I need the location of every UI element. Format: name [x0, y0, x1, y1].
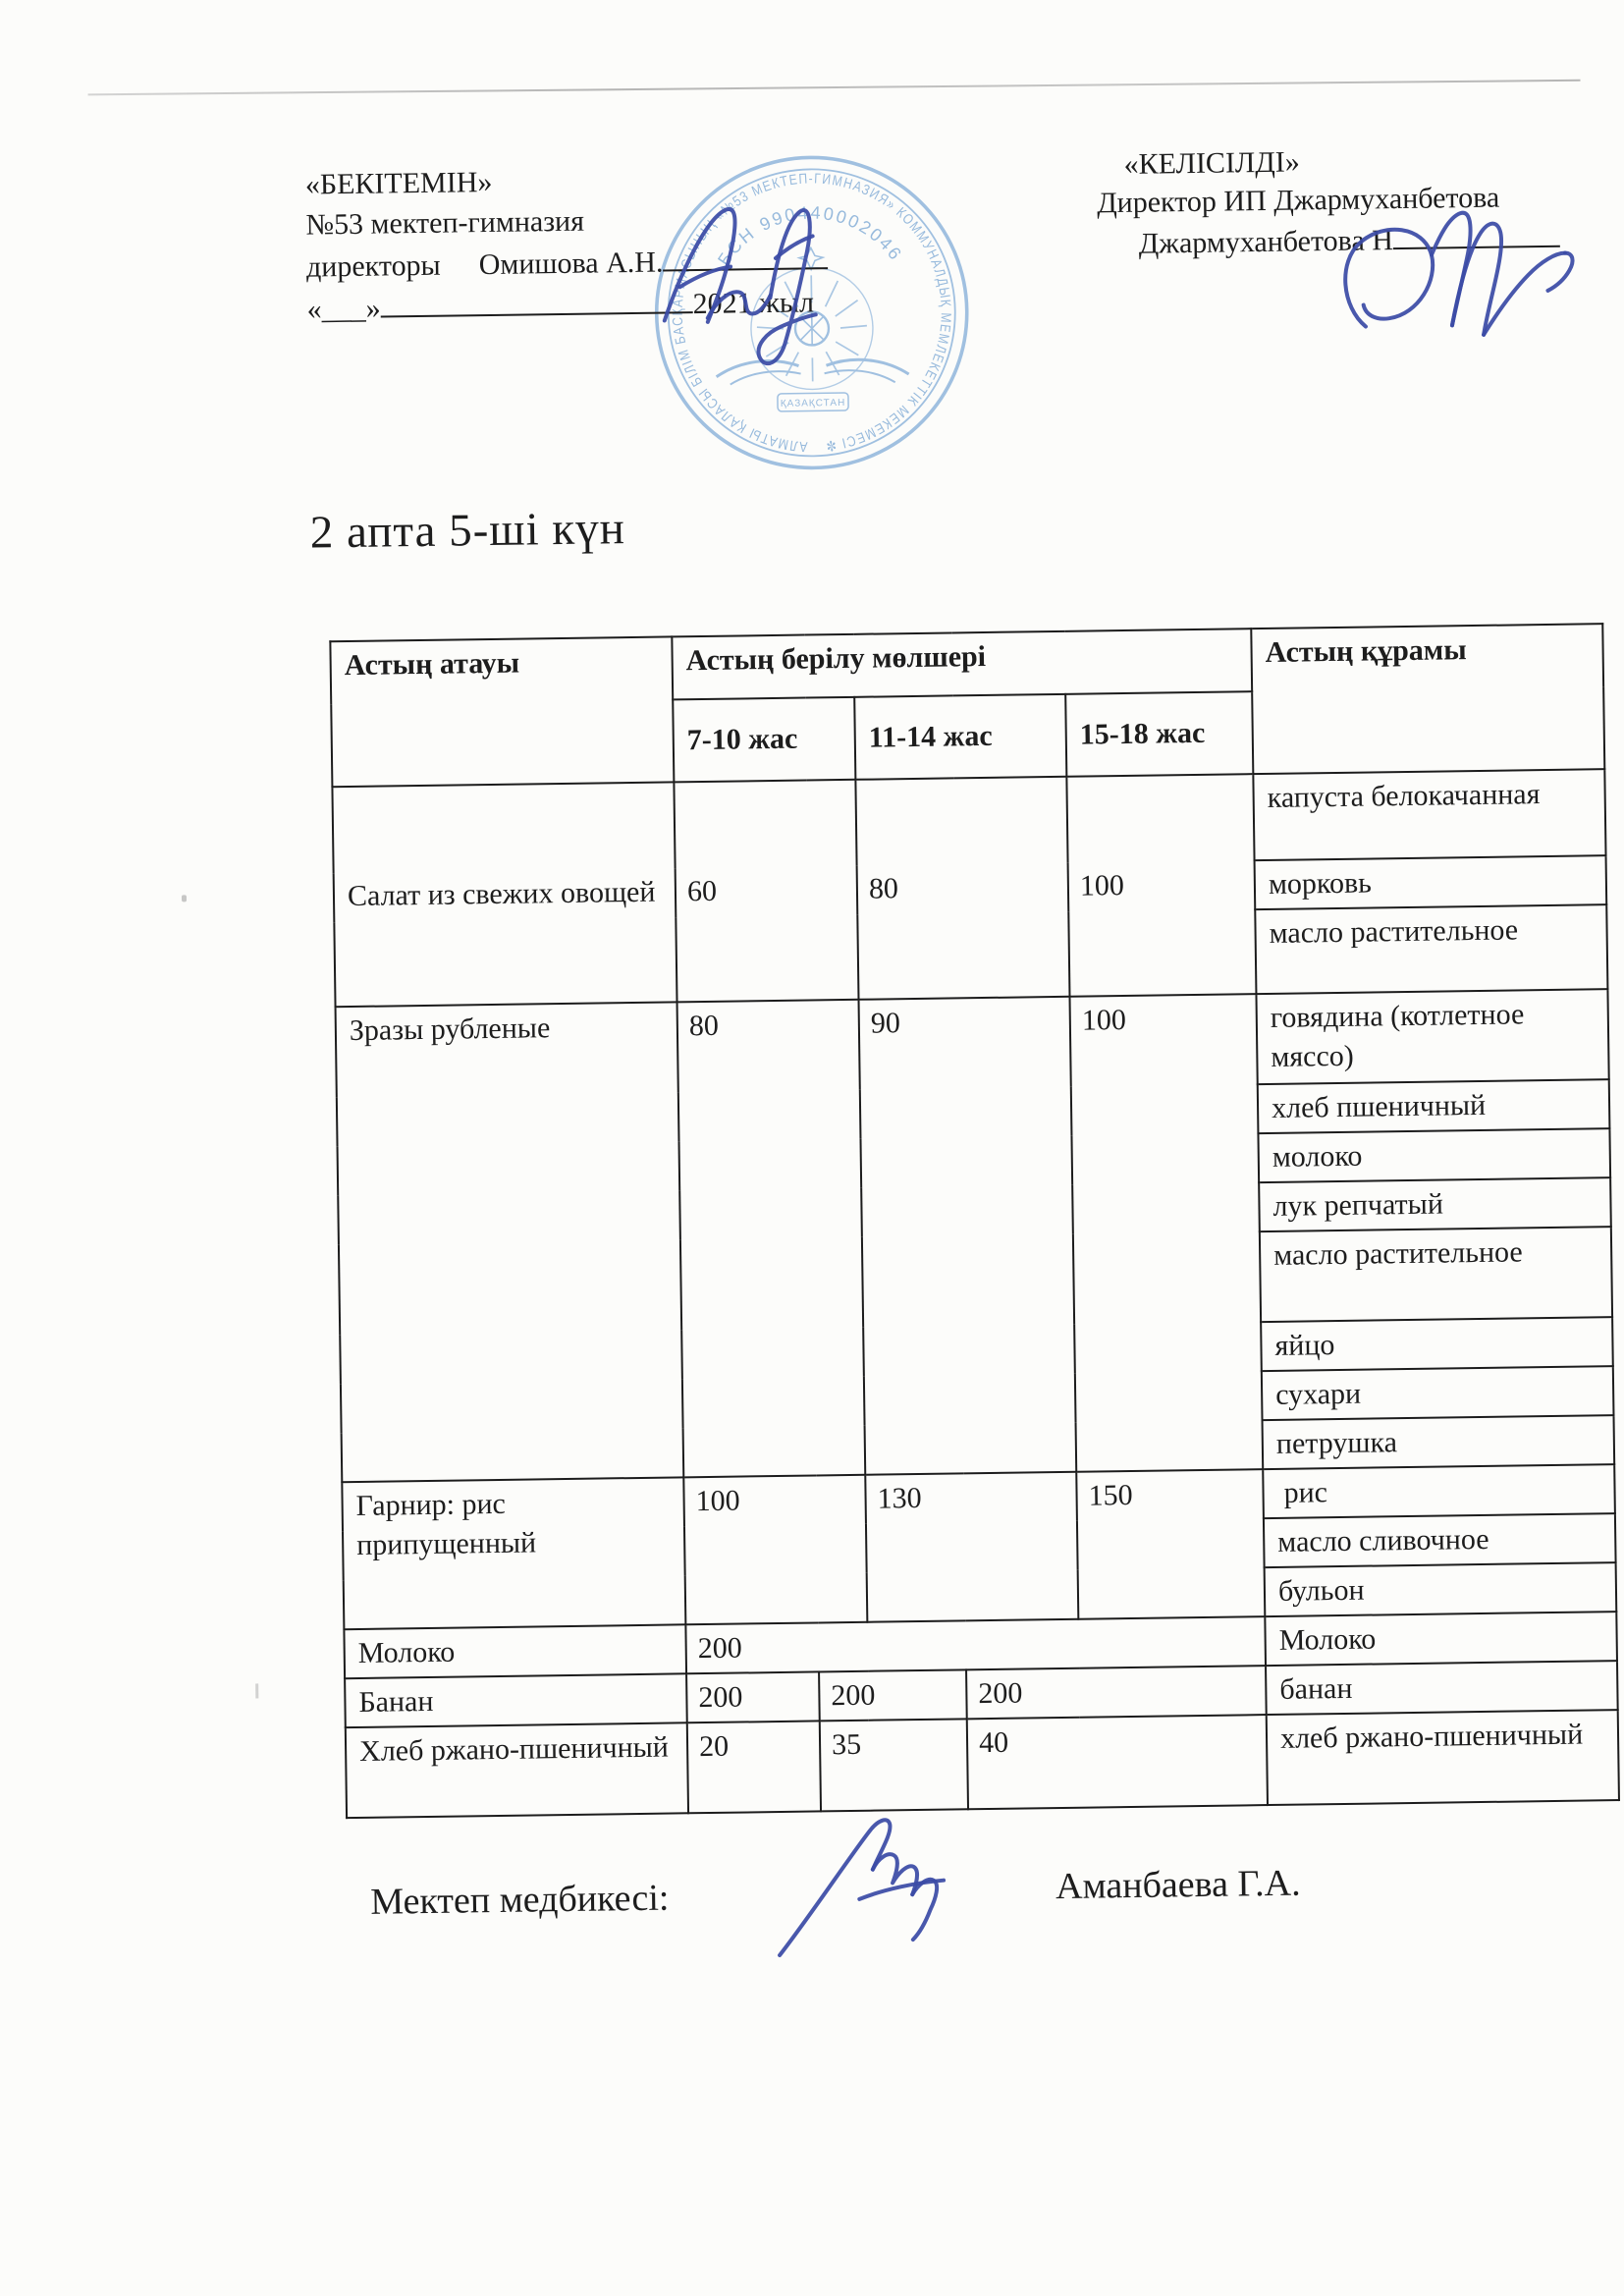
- dish-name: Хлеб ржано-пшеничный: [346, 1722, 688, 1818]
- ingredient: масло растительное: [1260, 1227, 1612, 1322]
- scan-speck: [255, 1683, 258, 1698]
- ingredient: капуста белокачанная: [1253, 769, 1605, 860]
- ingredient: яйцо: [1261, 1317, 1613, 1371]
- dish-name: Молоко: [344, 1624, 686, 1678]
- ingredient: хлеб ржано-пшеничный: [1267, 1710, 1619, 1805]
- ingredient: рис: [1263, 1464, 1615, 1518]
- amount-11-14: 130: [865, 1472, 1078, 1622]
- amount-15-18: 150: [1076, 1469, 1265, 1619]
- ingredient: масло сливочное: [1264, 1513, 1616, 1567]
- amount-15-18: 100: [1069, 994, 1263, 1472]
- stamp-ring-text: АЛМАТЫ ҚАЛАСЫ БІЛІМ БАСҚАРМАСЫНЫҢ «№53 МЕКТЕП-ГИМНАЗИЯ» КОММУНАЛДЫҚ МЕМЛЕКЕТТІК МЕКЕМЕСІ ✼: [670, 171, 953, 455]
- amount-11-14: 200: [819, 1669, 967, 1721]
- director-name: Омишова А.Н.: [478, 246, 664, 282]
- scan-artifact-line: [88, 80, 1581, 96]
- amount-7-10: 60: [674, 780, 858, 1003]
- col-header-composition: Астың құрамы: [1251, 624, 1604, 774]
- amount-all: 200: [685, 1616, 1266, 1673]
- approval-right-director: Директор ИП Джармуханбетова: [1096, 181, 1500, 220]
- col-header-age-11-14: 11-14 жас: [854, 694, 1066, 780]
- nurse-label: Мектеп медбикесі:: [369, 1877, 670, 1923]
- ingredient: Молоко: [1265, 1612, 1617, 1666]
- ingredient: молоко: [1258, 1128, 1610, 1182]
- col-header-dish-name: Астың атауы: [330, 636, 674, 787]
- dish-name: Банан: [345, 1673, 687, 1727]
- ingredient: бульон: [1265, 1562, 1617, 1616]
- col-header-age-15-18: 15-18 жас: [1065, 691, 1253, 777]
- approval-left-school: №53 мектеп-гимназия: [305, 204, 585, 242]
- ingredient: говядина (котлетное мяссо): [1256, 989, 1608, 1084]
- amount-11-14: 90: [859, 997, 1077, 1475]
- stamp-bin-text: БСН 990440002046: [714, 202, 907, 270]
- ingredient: петрушка: [1263, 1415, 1615, 1469]
- approval-year: 2021 жыл: [692, 286, 815, 321]
- doc-title: 2 апта 5-ші күн: [309, 503, 626, 559]
- amount-11-14: 80: [855, 777, 1069, 1000]
- amount-15-18: 200: [966, 1666, 1267, 1719]
- amount-15-18: 40: [967, 1715, 1268, 1809]
- col-header-age-7-10: 7-10 жас: [673, 697, 855, 783]
- ingredient: морковь: [1255, 855, 1607, 909]
- agreed-signature-ink: [1326, 195, 1586, 371]
- amount-15-18: 100: [1066, 774, 1256, 997]
- ingredient: сухари: [1262, 1366, 1614, 1420]
- date-quotes: «___»: [306, 292, 381, 326]
- col-header-amount-group: Астың берілу мөлшері: [672, 629, 1252, 699]
- signer-name: Джармуханбетова Н: [1138, 224, 1394, 260]
- director-signature-ink: [649, 189, 857, 368]
- menu-table: [329, 623, 1620, 1819]
- director-role: директоры: [305, 248, 441, 284]
- amount-7-10: 200: [686, 1671, 820, 1722]
- nurse-signature-ink: [766, 1803, 994, 1978]
- amount-7-10: 80: [677, 1000, 866, 1478]
- date-line: [380, 282, 692, 317]
- approval-left-title: «БЕКІТЕМІН»: [304, 165, 493, 201]
- amount-7-10: 20: [687, 1721, 821, 1813]
- scan-speck: [182, 895, 187, 902]
- ingredient: масло растительное: [1255, 904, 1607, 994]
- approval-right-title: «КЕЛІСІЛДІ»: [1123, 145, 1300, 181]
- stamp-country-label: ҚАЗАҚСТАН: [780, 397, 846, 410]
- dish-name: Зразы рубленые: [336, 1002, 684, 1482]
- ingredient: банан: [1266, 1661, 1618, 1715]
- ingredient: лук репчатый: [1259, 1177, 1611, 1231]
- nurse-name: Аманбаева Г.А.: [1055, 1862, 1301, 1908]
- dish-name: Салат из свежих овощей: [332, 782, 677, 1007]
- amount-11-14: 35: [820, 1719, 968, 1811]
- dish-name: Гарнир: рис припущенный: [342, 1477, 685, 1629]
- amount-7-10: 100: [683, 1475, 867, 1625]
- ingredient: хлеб пшеничный: [1258, 1079, 1610, 1133]
